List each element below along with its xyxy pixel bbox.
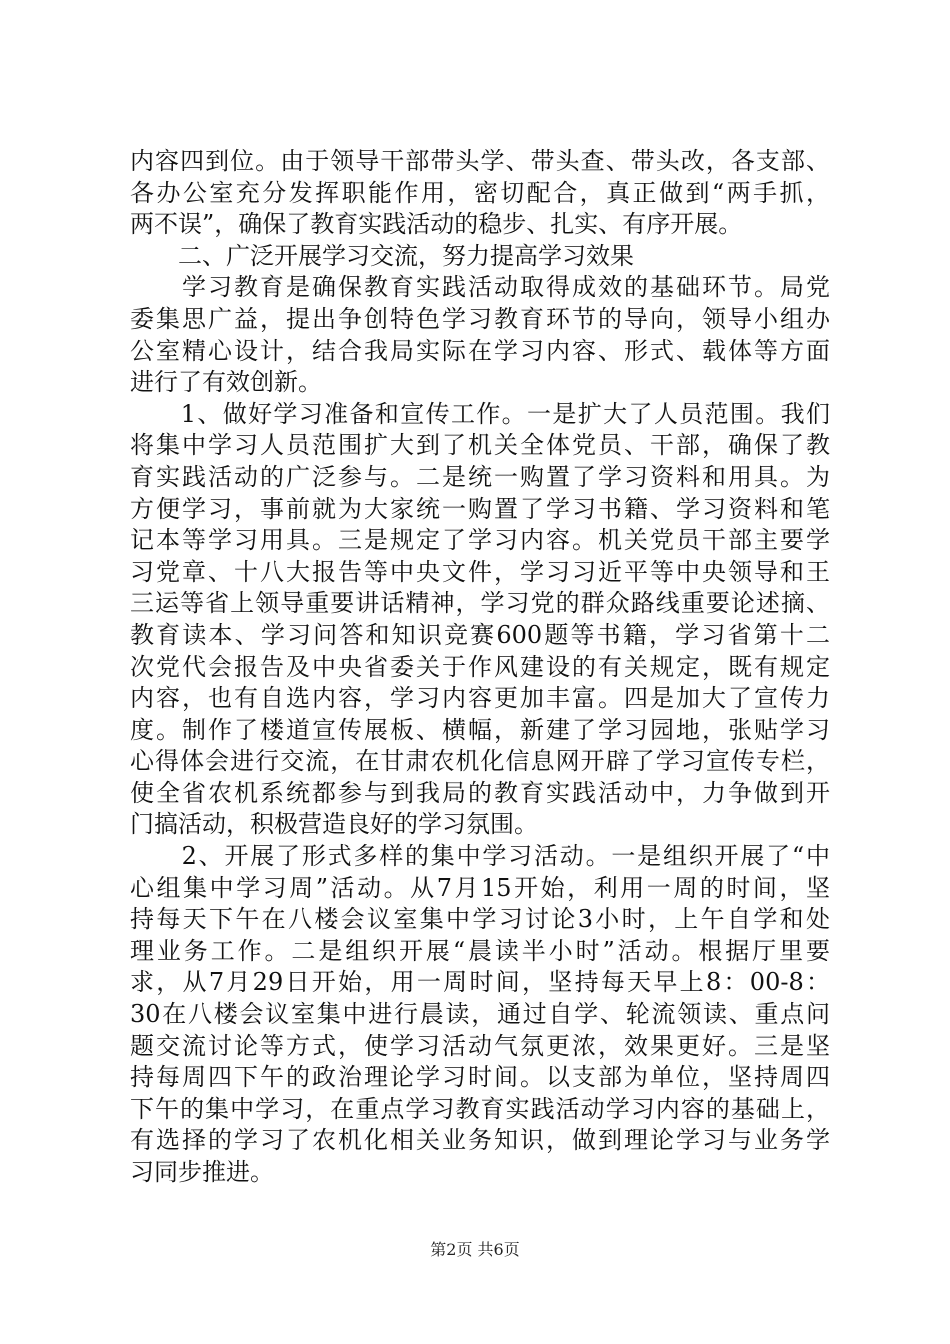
text-line: 习同步推进。 — [130, 1158, 274, 1186]
text-line: 理业务工作。二是组织开展“晨读半小时”活动。根据厅里要 — [130, 936, 830, 965]
text-line: 各办公室充分发挥职能作用，密切配合，真正做到“两手抓， — [130, 178, 830, 207]
text-line: 有选择的学习了农机化相关业务知识，做到理论学习与业务学 — [130, 1126, 830, 1155]
text-line: 次党代会报告及中央省委关于作风建设的有关规定，既有规定 — [130, 652, 830, 681]
text-line: 二、广泛开展学习交流，努力提高学习效果 — [130, 241, 634, 270]
text-line: 学习教育是确保教育实践活动取得成效的基础环节。局党 — [130, 273, 830, 302]
text-line: 持每天下午在八楼会议室集中学习讨论3小时，上午自学和处 — [130, 905, 830, 934]
text-line: 教育读本、学习问答和知识竞赛600题等书籍，学习省第十二 — [130, 620, 830, 649]
text-line: 求，从7月29日开始，用一周时间，坚持每天早上8：00-8： — [130, 968, 830, 997]
text-line: 持每周四下午的政治理论学习时间。以支部为单位，坚持周四 — [130, 1063, 830, 1092]
text-line: 记本等学习用具。三是规定了学习内容。机关党员干部主要学 — [130, 526, 830, 555]
text-line: 下午的集中学习，在重点学习教育实践活动学习内容的基础上， — [130, 1094, 830, 1123]
text-line: 两不误”，确保了教育实践活动的稳步、扎实、有序开展。 — [130, 210, 743, 239]
text-line: 2、开展了形式多样的集中学习活动。一是组织开展了“中 — [130, 842, 830, 871]
text-line: 委集思广益，提出争创特色学习教育环节的导向，领导小组办 — [130, 304, 830, 333]
text-line: 度。制作了楼道宣传展板、横幅，新建了学习园地，张贴学习 — [130, 715, 830, 744]
text-line: 内容四到位。由于领导干部带头学、带头查、带头改，各支部、 — [130, 147, 830, 175]
text-line: 三运等省上领导重要讲话精神，学习党的群众路线重要论述摘、 — [130, 589, 830, 618]
text-line: 育实践活动的广泛参与。二是统一购置了学习资料和用具。为 — [130, 462, 830, 491]
text-line: 进行了有效创新。 — [130, 368, 322, 397]
text-line: 方便学习，事前就为大家统一购置了学习书籍、学习资料和笔 — [130, 494, 830, 523]
text-line: 门搞活动，积极营造良好的学习氛围。 — [130, 810, 538, 839]
document-body — [130, 146, 830, 1189]
text-line: 心组集中学习周”活动。从7月15开始，利用一周的时间，坚 — [130, 873, 830, 902]
text-line: 心得体会进行交流，在甘肃农机化信息网开辟了学习宣传专栏， — [130, 747, 830, 776]
text-line: 题交流讨论等方式，使学习活动气氛更浓，效果更好。三是坚 — [130, 1031, 830, 1060]
text-line: 1、做好学习准备和宣传工作。一是扩大了人员范围。我们 — [130, 399, 830, 428]
text-line: 30在八楼会议室集中进行晨读，通过自学、轮流领读、重点问 — [130, 1000, 830, 1029]
text-line: 公室精心设计，结合我局实际在学习内容、形式、载体等方面 — [130, 336, 830, 365]
text-line: 习党章、十八大报告等中央文件，学习习近平等中央领导和王 — [130, 557, 830, 586]
text-line: 将集中学习人员范围扩大到了机关全体党员、干部，确保了教 — [130, 431, 830, 460]
text-line: 内容，也有自选内容，学习内容更加丰富。四是加大了宣传力 — [130, 684, 830, 713]
page-footer: 第2页 共6页 — [430, 1240, 520, 1259]
text-line: 使全省农机系统都参与到我局的教育实践活动中，力争做到开 — [130, 778, 830, 807]
